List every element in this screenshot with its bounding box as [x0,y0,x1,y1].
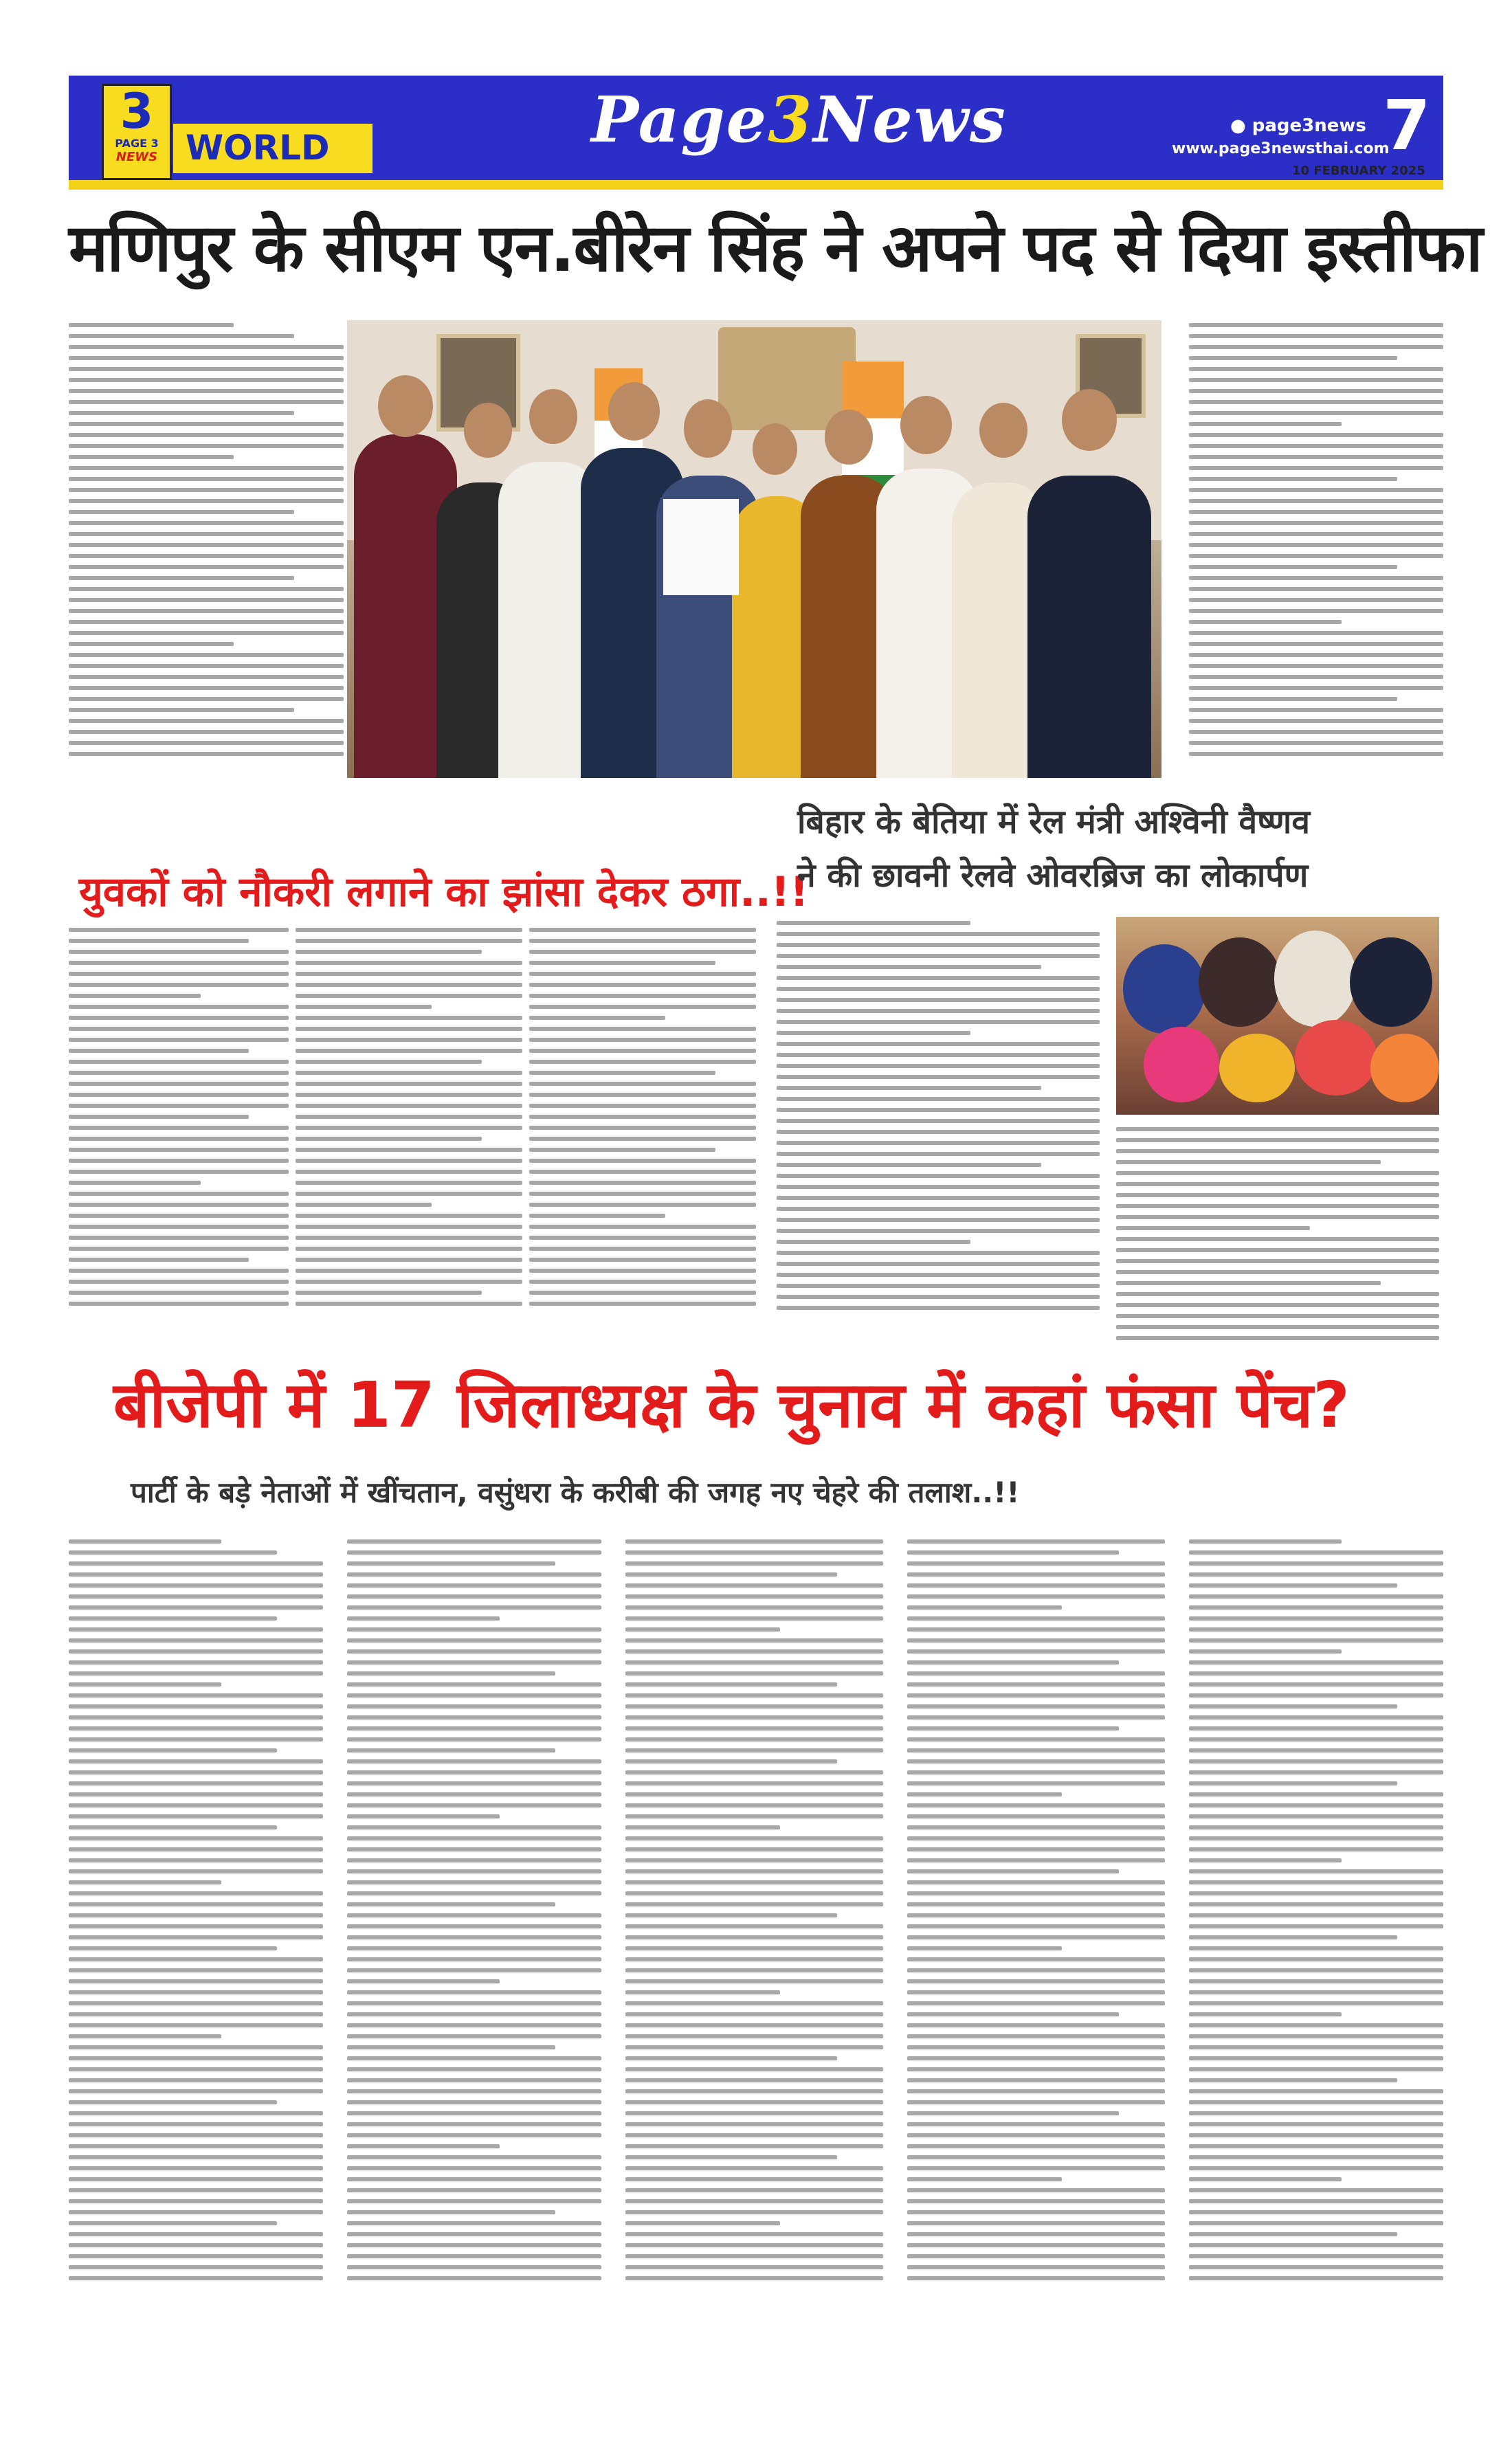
brand-three: 3 [768,82,814,157]
logo-news: NEWS [115,150,158,164]
scam-col-3 [529,928,756,1313]
bihar-headline-line1: बिहार के बेतिया में रेल मंत्री अश्विनी वैष्णव [797,803,1311,841]
resignation-photo [347,320,1161,778]
bjp-col-4 [907,1539,1165,2287]
overbridge-photo [1116,917,1439,1115]
bjp-col-2 [347,1539,601,2287]
section-label: WORLD [186,128,330,168]
page-number: 7 [1383,85,1431,166]
bihar-headline-line2: ने की छावनी रेलवे ओवरब्रिज का लोकार्पण [797,856,1309,895]
site-url: www.page3newsthai.com [1172,140,1390,157]
bihar-col-2 [1116,1127,1439,1347]
scam-headline: युवकों को नौकरी लगाने का झांसा देकर ठगा..!! [79,868,809,916]
page3-logo [102,84,172,180]
bjp-headline: बीजेपी में 17 जिलाध्यक्ष के चुनाव में कहां फंसा पेंच? [113,1368,1350,1442]
logo-sub: PAGE 3 [115,137,159,150]
scam-col-2 [296,928,522,1313]
brand-suffix: News [813,82,1007,157]
bjp-subheadline: पार्टी के बड़े नेताओं में खींचतान, वसुंधरा के करीबी की जगह नए चेहरे की तलाश..!! [131,1476,1020,1509]
left-column-text [69,323,344,763]
site-handle: ● page3news [1230,115,1366,136]
bjp-col-3 [625,1539,883,2287]
bjp-col-1 [69,1539,323,2287]
date-line: 10 FEBRUARY 2025 [1292,164,1425,178]
right-column-text [1189,323,1443,763]
bihar-col-1 [777,921,1100,1317]
main-headline: मणिपुर के सीएम एन.बीरेन सिंह ने अपने पद से दिया इस्तीफा [69,210,1482,287]
masthead-strip [69,180,1443,190]
bjp-col-5 [1189,1539,1443,2287]
brand-prefix: Page [591,82,768,157]
brand-title [591,82,1007,157]
logo-number: 3 [120,83,154,140]
scam-col-1 [69,928,289,1313]
